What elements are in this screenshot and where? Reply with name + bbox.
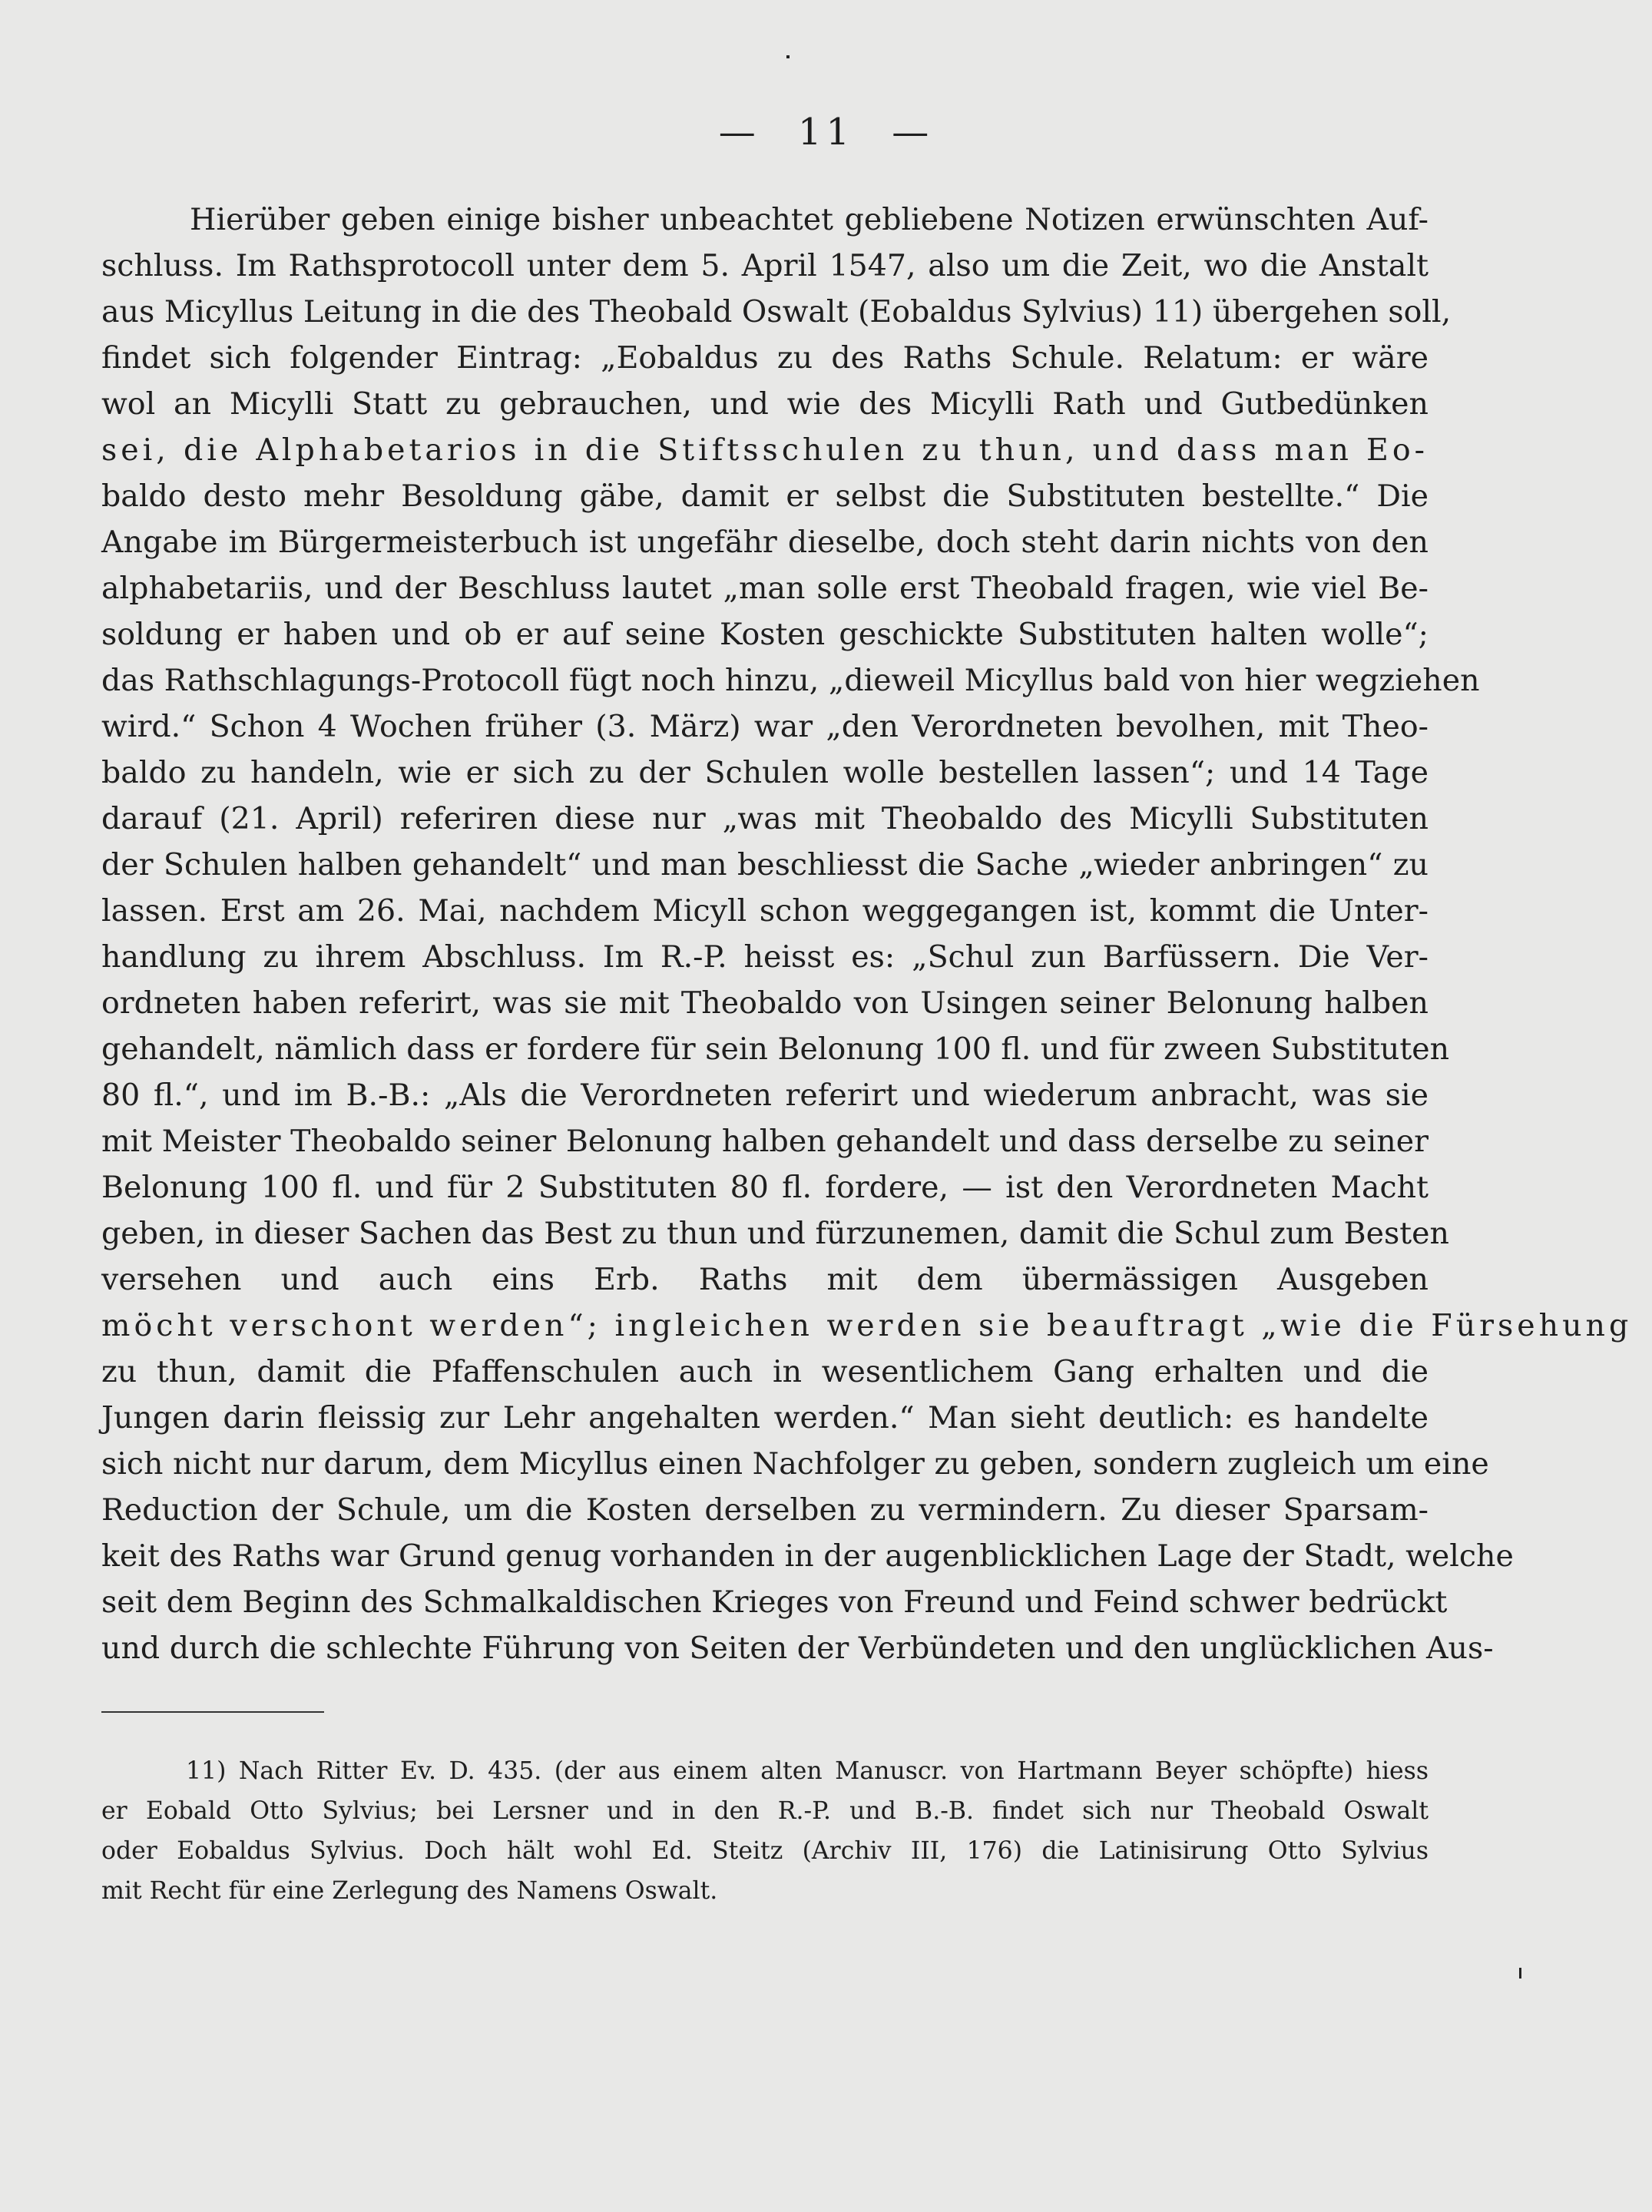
body-line: schluss. Im Rathsprotocoll unter dem 5. April 1547, also um die Zeit, wo die Anstalt xyxy=(101,248,1429,283)
footnote-rule xyxy=(101,1711,324,1713)
body-line: baldo desto mehr Besoldung gäbe, damit er selbst die Substituten bestellte.“ Die xyxy=(101,478,1429,514)
body-line: handlung zu ihrem Abschluss. Im R.-P. heisst es: „Schul zun Barfüssern. Die Ver- xyxy=(101,939,1429,975)
body-line: ordneten haben referirt, was sie mit Theobaldo von Usingen seiner Belonung halben xyxy=(101,985,1429,1021)
body-line: wol an Micylli Statt zu gebrauchen, und wie des Micylli Rath und Gutbedünken xyxy=(101,386,1429,422)
footnotes xyxy=(101,1751,1429,1911)
body-line: der Schulen halben gehandelt“ und man beschliesst die Sache „wieder anbringen“ zu xyxy=(101,847,1429,882)
body-line: Angabe im Bürgermeisterbuch ist ungefähr dieselbe, doch steht darin nichts von den xyxy=(101,525,1429,560)
body-line: gehandelt, nämlich dass er fordere für sein Belonung 100 fl. und für zween Substituten xyxy=(101,1031,1450,1067)
body-line: möcht verschont werden“; ingleichen werden sie beauftragt „wie die Fürsehung xyxy=(101,1308,1633,1343)
body-line: mit Meister Theobaldo seiner Belonung halben gehandelt und dass derselbe zu seiner xyxy=(101,1124,1429,1159)
body-line: 80 fl.“, und im B.-B.: „Als die Verordneten referirt und wiederum anbracht, was sie xyxy=(101,1078,1429,1113)
body-line: Belonung 100 fl. und für 2 Substituten 80 fl. fordere, — ist den Verordneten Macht xyxy=(101,1170,1429,1205)
body-line: Reduction der Schule, um die Kosten derselben zu vermindern. Zu dieser Sparsam- xyxy=(101,1492,1429,1528)
right-dash: — xyxy=(892,111,934,154)
body-text xyxy=(101,197,1633,1671)
body-line: baldo zu handeln, wie er sich zu der Schulen wolle bestellen lassen“; und 14 Tage xyxy=(101,755,1429,790)
page-number-line xyxy=(0,111,1652,154)
body-line: findet sich folgender Eintrag: „Eobaldus zu des Raths Schule. Relatum: er wäre xyxy=(101,340,1429,376)
body-line: Jungen darin fleissig zur Lehr angehalten werden.“ Man sieht deutlich: es handelte xyxy=(101,1400,1429,1435)
body-line: wird.“ Schon 4 Wochen früher (3. März) war „den Verordneten bevolhen, mit Theo- xyxy=(101,709,1429,744)
body-line: und durch die schlechte Führung von Seiten der Verbündeten und den unglücklichen Aus- xyxy=(101,1631,1494,1666)
body-line: keit des Raths war Grund genug vorhanden in der augenblicklichen Lage der Stadt, welche xyxy=(101,1538,1514,1574)
body-line: sei, die Alphabetarios in die Stiftsschulen zu thun, und dass man Eo- xyxy=(101,432,1429,468)
body-line: versehen und auch eins Erb. Raths mit dem übermässigen Ausgeben xyxy=(101,1262,1429,1297)
footnote-line: 11) Nach Ritter Ev. D. 435. (der aus einem alten Manuscr. von Hartmann Beyer schöpfte) hiess xyxy=(186,1757,1429,1785)
footnote-line: er Eobald Otto Sylvius; bei Lersner und in den R.-P. und B.-B. findet sich nur Theobald Oswalt xyxy=(101,1797,1429,1825)
footnote-line: oder Eobaldus Sylvius. Doch hält wohl Ed. Steitz (Archiv III, 176) die Latinisirung Otto Sylvius xyxy=(101,1837,1429,1865)
body-line: seit dem Beginn des Schmalkaldischen Krieges von Freund und Feind schwer bedrückt xyxy=(101,1584,1448,1620)
left-dash: — xyxy=(718,111,760,154)
body-line: das Rathschlagungs-Protocoll fügt noch hinzu, „dieweil Micyllus bald von hier wegziehen xyxy=(101,663,1480,698)
body-line: darauf (21. April) referiren diese nur „was mit Theobaldo des Micylli Substituten xyxy=(101,801,1429,836)
body-line: sich nicht nur darum, dem Micyllus einen Nachfolger zu geben, sondern zugleich um eine xyxy=(101,1446,1489,1482)
speck-mark xyxy=(1519,1968,1521,1979)
page-number: 11 xyxy=(797,111,855,154)
body-line: geben, in dieser Sachen das Best zu thun und fürzunemen, damit die Schul zum Besten xyxy=(101,1216,1449,1251)
body-line: soldung er haben und ob er auf seine Kosten geschickte Substituten halten wolle“; xyxy=(101,617,1429,652)
body-line: alphabetariis, und der Beschluss lautet „man solle erst Theobald fragen, wie viel Be- xyxy=(101,571,1429,606)
footnote-line: mit Recht für eine Zerlegung des Namens Oswalt. xyxy=(101,1877,718,1905)
body-line: Hierüber geben einige bisher unbeachtet gebliebene Notizen erwünschten Auf- xyxy=(190,202,1429,237)
body-line: aus Micyllus Leitung in die des Theobald Oswalt (Eobaldus Sylvius) 11) übergehen soll, xyxy=(101,294,1452,329)
body-line: lassen. Erst am 26. Mai, nachdem Micyll schon weggegangen ist, kommt die Unter- xyxy=(101,893,1429,929)
body-line: zu thun, damit die Pfaffenschulen auch in wesentlichem Gang erhalten und die xyxy=(101,1354,1429,1389)
speck-mark xyxy=(786,55,790,58)
